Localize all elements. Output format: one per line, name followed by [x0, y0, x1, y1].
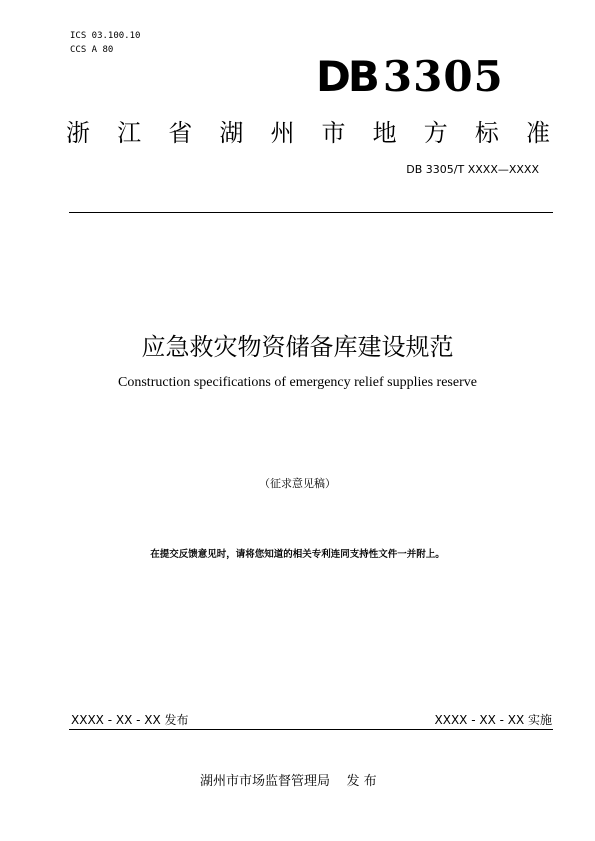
db-logo-number: 3305 [382, 52, 504, 101]
implementation-date: XXXX - XX - XX 实施 [434, 713, 552, 727]
standard-number: DB 3305/T XXXX—XXXX [406, 163, 539, 176]
standard-type-char: 标 [474, 119, 499, 147]
standard-type-char: 准 [525, 119, 550, 147]
standard-type-title [66, 113, 550, 148]
standard-type-char: 地 [372, 119, 397, 147]
standard-type-char: 方 [423, 119, 448, 147]
patent-notice: 在提交反馈意见时，请将您知道的相关专利连同支持性文件一并附上。 [150, 549, 445, 560]
issuer-name: 湖州市市场监督管理局 [200, 774, 331, 789]
standard-type-char: 市 [321, 119, 346, 147]
footer-divider [69, 729, 553, 730]
classification-codes [70, 29, 140, 57]
draft-label: （征求意见稿） [259, 477, 336, 490]
standard-type-char: 州 [270, 119, 295, 147]
standard-type-char: 江 [117, 119, 142, 147]
header-divider [69, 212, 553, 213]
ics-code: ICS 03.100.10 [70, 31, 141, 41]
issuing-authority [200, 770, 377, 789]
db-logo [316, 52, 504, 101]
db-logo-mark: DB [316, 52, 377, 101]
document-title-en: Construction specifications of emergency relief supplies reserve [118, 375, 477, 390]
standard-type-char: 省 [168, 119, 193, 147]
release-date: XXXX - XX - XX 发布 [71, 713, 189, 727]
standard-type-char: 湖 [219, 119, 244, 147]
document-title-cn: 应急救灾物资储备库建设规范 [141, 333, 454, 361]
issue-word: 发 布 [346, 774, 377, 789]
standard-type-char: 浙 [66, 119, 90, 147]
ccs-code: CCS A 80 [70, 45, 114, 55]
